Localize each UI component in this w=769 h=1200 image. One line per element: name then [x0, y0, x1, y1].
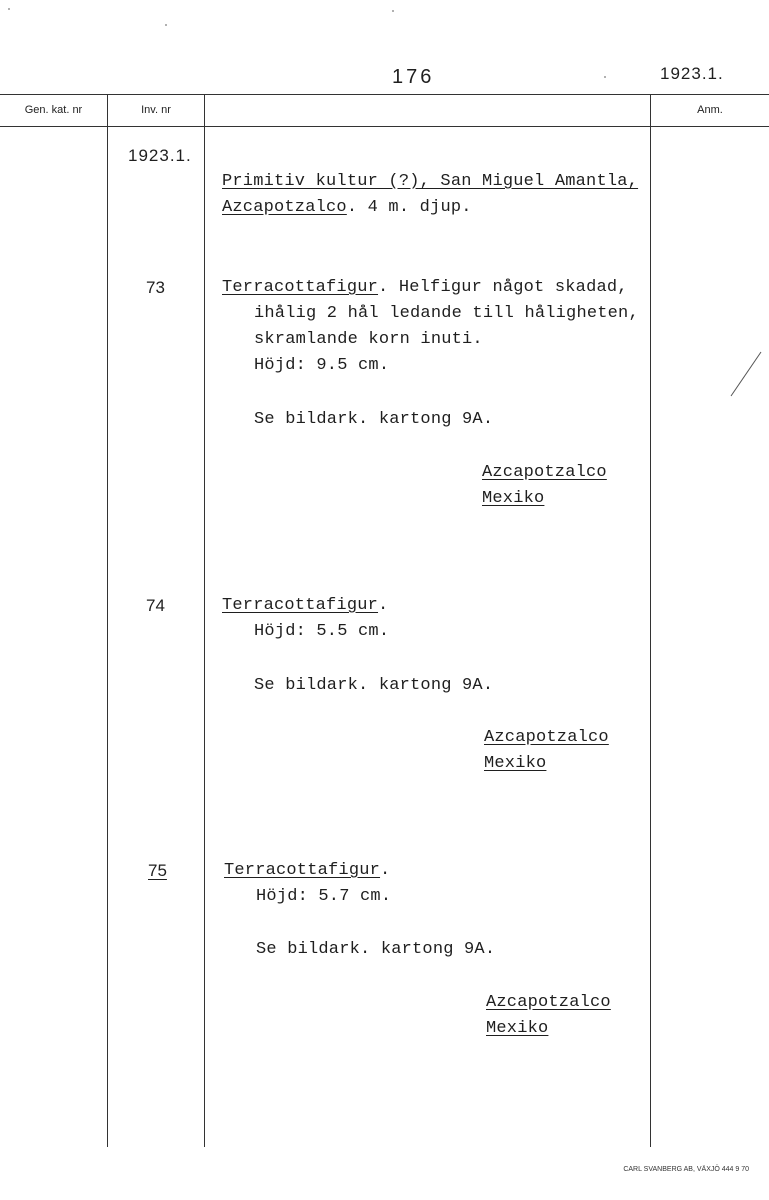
column-divider-1: [107, 94, 108, 1147]
column-header-anm: Anm.: [697, 104, 723, 116]
entry-desc-line: skramlande korn inuti.: [254, 330, 483, 349]
intro-depth: . 4 m. djup.: [346, 198, 472, 217]
entry-height: Höjd: 5.5 cm.: [254, 622, 390, 641]
entry-reference: Se bildark. kartong 9A.: [254, 410, 494, 429]
header-year-ref: 1923.1.: [660, 64, 724, 83]
pencil-mark: [725, 350, 765, 400]
entry-place-site: Azcapotzalco: [484, 728, 609, 747]
entry-place-country: Mexiko: [482, 489, 545, 508]
page-number: 176: [392, 66, 435, 88]
table-header-rule: [0, 126, 769, 127]
intro-title: Primitiv kultur (?), San Miguel Amantla,: [222, 172, 639, 191]
scan-speck: [165, 24, 167, 26]
entry-height: Höjd: 9.5 cm.: [254, 356, 390, 375]
intro-line-1: [222, 172, 638, 191]
column-header-gen-kat: Gen. kat. nr: [24, 104, 83, 116]
entry-title-line: [222, 596, 388, 615]
scan-speck: [604, 76, 606, 78]
entry-title: Terracottafigur: [224, 861, 381, 880]
scan-speck: [8, 8, 10, 10]
entry-title: Terracottafigur: [222, 278, 379, 297]
intro-line-2: [222, 198, 472, 217]
intro-place: Azcapotzalco: [222, 198, 347, 217]
entry-inv-number: 75: [148, 861, 167, 880]
entry-reference: Se bildark. kartong 9A.: [254, 676, 494, 695]
entry-title-line: [224, 861, 390, 880]
entry-title-rest: .: [378, 596, 389, 615]
entry-title-rest: . Helfigur något skadad,: [378, 278, 628, 297]
entry-place-site: Azcapotzalco: [486, 993, 611, 1012]
printer-imprint: CARL SVANBERG AB, VÄXJÖ 444 9 70: [623, 1166, 749, 1173]
entry-desc-line: ihålig 2 hål ledande till håligheten,: [254, 304, 639, 323]
entry-title-line: [222, 278, 628, 297]
entry-inv-number: 74: [146, 596, 165, 615]
entry-reference: Se bildark. kartong 9A.: [256, 940, 496, 959]
entry-height: Höjd: 5.7 cm.: [256, 887, 392, 906]
entry-title: Terracottafigur: [222, 596, 379, 615]
scan-speck: [392, 10, 394, 12]
entry-place-country: Mexiko: [484, 754, 547, 773]
entry-title-rest: .: [380, 861, 391, 880]
column-header-inv: Inv. nr: [141, 104, 171, 116]
column-divider-2: [204, 94, 205, 1147]
entry-place-site: Azcapotzalco: [482, 463, 607, 482]
entry-place-country: Mexiko: [486, 1019, 549, 1038]
intro-inv-number: 1923.1.: [128, 146, 192, 165]
table-top-rule: [0, 94, 769, 95]
entry-inv-number: 73: [146, 278, 165, 297]
column-divider-3: [650, 94, 651, 1147]
